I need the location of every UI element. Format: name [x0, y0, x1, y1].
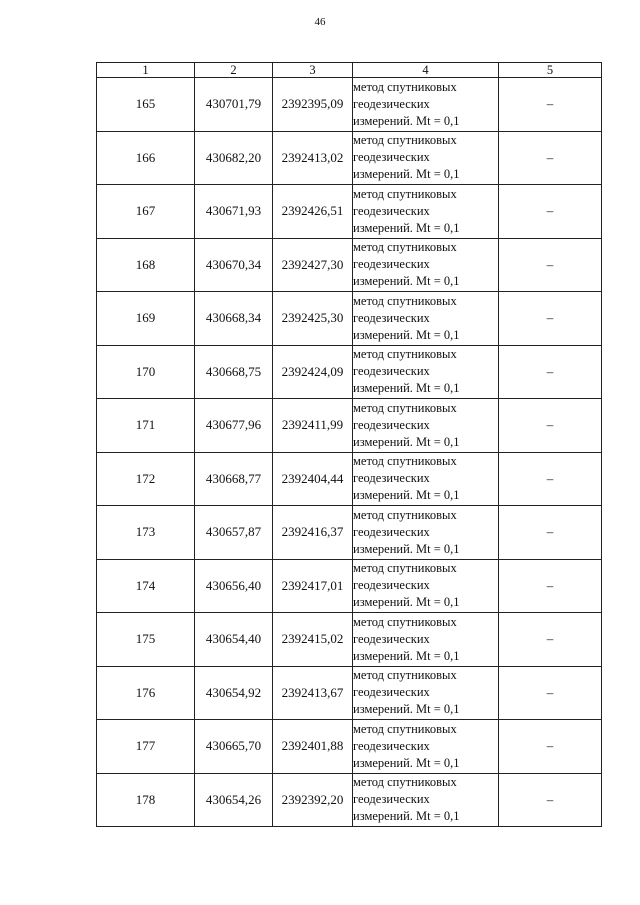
y-coordinate-cell: 2392415,02	[273, 613, 353, 667]
method-cell	[353, 292, 499, 346]
x-coordinate-cell: 430654,40	[195, 613, 273, 667]
x-coordinate-cell: 430656,40	[195, 559, 273, 613]
y-coordinate-cell: 2392404,44	[273, 452, 353, 506]
x-coordinate-cell: 430670,34	[195, 238, 273, 292]
x-coordinate-cell: 430654,92	[195, 666, 273, 720]
table-row	[97, 773, 602, 827]
method-line-3: измерений. Mt = 0,1	[353, 113, 460, 128]
x-coordinate-cell: 430657,87	[195, 506, 273, 560]
note-cell: –	[499, 238, 602, 292]
method-line-1: метод спутниковых	[353, 240, 457, 255]
method-line-1: метод спутниковых	[353, 79, 457, 94]
method-line-3: измерений. Mt = 0,1	[353, 434, 460, 449]
point-number-cell: 168	[97, 238, 195, 292]
method-line-3: измерений. Mt = 0,1	[353, 595, 460, 610]
method-line-2: геодезических	[353, 203, 430, 218]
note-cell: –	[499, 452, 602, 506]
method-line-1: метод спутниковых	[353, 454, 457, 469]
y-coordinate-cell: 2392411,99	[273, 399, 353, 453]
method-line-1: метод спутниковых	[353, 400, 457, 415]
note-cell: –	[499, 559, 602, 613]
method-line-2: геодезических	[353, 631, 430, 646]
method-line-2: геодезических	[353, 738, 430, 753]
note-cell: –	[499, 185, 602, 239]
method-line-2: геодезических	[353, 150, 430, 165]
point-number-cell: 178	[97, 773, 195, 827]
method-line-1: метод спутниковых	[353, 507, 457, 522]
method-line-3: измерений. Mt = 0,1	[353, 755, 460, 770]
point-number-cell: 167	[97, 185, 195, 239]
method-line-1: метод спутниковых	[353, 561, 457, 576]
table-row	[97, 452, 602, 506]
note-cell: –	[499, 131, 602, 185]
y-coordinate-cell: 2392426,51	[273, 185, 353, 239]
method-cell	[353, 238, 499, 292]
table-row	[97, 185, 602, 239]
method-line-1: метод спутниковых	[353, 133, 457, 148]
method-line-1: метод спутниковых	[353, 347, 457, 362]
x-coordinate-cell: 430671,93	[195, 185, 273, 239]
method-line-1: метод спутниковых	[353, 186, 457, 201]
table-row	[97, 613, 602, 667]
method-line-3: измерений. Mt = 0,1	[353, 381, 460, 396]
method-cell	[353, 185, 499, 239]
method-line-3: измерений. Mt = 0,1	[353, 702, 460, 717]
method-line-3: измерений. Mt = 0,1	[353, 220, 460, 235]
point-number-cell: 170	[97, 345, 195, 399]
method-line-2: геодезических	[353, 96, 430, 111]
column-header-2: 2	[195, 63, 273, 78]
table-row	[97, 559, 602, 613]
method-cell	[353, 559, 499, 613]
method-line-1: метод спутниковых	[353, 775, 457, 790]
method-line-2: геодезических	[353, 417, 430, 432]
method-line-3: измерений. Mt = 0,1	[353, 327, 460, 342]
y-coordinate-cell: 2392416,37	[273, 506, 353, 560]
method-cell	[353, 78, 499, 132]
table-row	[97, 131, 602, 185]
table-row	[97, 292, 602, 346]
method-cell	[353, 506, 499, 560]
point-number-cell: 174	[97, 559, 195, 613]
column-header-5: 5	[499, 63, 602, 78]
point-number-cell: 175	[97, 613, 195, 667]
table-row	[97, 78, 602, 132]
method-line-3: измерений. Mt = 0,1	[353, 488, 460, 503]
note-cell: –	[499, 506, 602, 560]
x-coordinate-cell: 430668,75	[195, 345, 273, 399]
column-header-4: 4	[353, 63, 499, 78]
method-cell	[353, 773, 499, 827]
table-row	[97, 720, 602, 774]
method-line-3: измерений. Mt = 0,1	[353, 809, 460, 824]
y-coordinate-cell: 2392395,09	[273, 78, 353, 132]
y-coordinate-cell: 2392413,02	[273, 131, 353, 185]
note-cell: –	[499, 399, 602, 453]
y-coordinate-cell: 2392392,20	[273, 773, 353, 827]
page-number: 46	[314, 16, 326, 28]
note-cell: –	[499, 613, 602, 667]
table-row	[97, 399, 602, 453]
note-cell: –	[499, 345, 602, 399]
table-row	[97, 345, 602, 399]
point-number-cell: 176	[97, 666, 195, 720]
point-number-cell: 171	[97, 399, 195, 453]
method-line-3: измерений. Mt = 0,1	[353, 167, 460, 182]
y-coordinate-cell: 2392413,67	[273, 666, 353, 720]
x-coordinate-cell: 430665,70	[195, 720, 273, 774]
note-cell: –	[499, 773, 602, 827]
method-line-2: геодезических	[353, 524, 430, 539]
method-cell	[353, 720, 499, 774]
y-coordinate-cell: 2392417,01	[273, 559, 353, 613]
method-line-3: измерений. Mt = 0,1	[353, 541, 460, 556]
table-header-row	[97, 63, 602, 78]
point-number-cell: 166	[97, 131, 195, 185]
method-line-2: геодезических	[353, 792, 430, 807]
table-row	[97, 506, 602, 560]
x-coordinate-cell: 430654,26	[195, 773, 273, 827]
method-cell	[353, 345, 499, 399]
y-coordinate-cell: 2392427,30	[273, 238, 353, 292]
column-header-3: 3	[273, 63, 353, 78]
method-line-2: геодезических	[353, 310, 430, 325]
x-coordinate-cell: 430668,34	[195, 292, 273, 346]
table-body	[97, 78, 602, 827]
x-coordinate-cell: 430668,77	[195, 452, 273, 506]
method-cell	[353, 666, 499, 720]
table-row	[97, 238, 602, 292]
point-number-cell: 165	[97, 78, 195, 132]
note-cell: –	[499, 720, 602, 774]
method-line-2: геодезических	[353, 578, 430, 593]
method-line-2: геодезических	[353, 257, 430, 272]
column-header-1: 1	[97, 63, 195, 78]
point-number-cell: 177	[97, 720, 195, 774]
method-cell	[353, 131, 499, 185]
y-coordinate-cell: 2392401,88	[273, 720, 353, 774]
note-cell: –	[499, 78, 602, 132]
method-cell	[353, 399, 499, 453]
note-cell: –	[499, 292, 602, 346]
method-line-2: геодезических	[353, 471, 430, 486]
method-line-1: метод спутниковых	[353, 668, 457, 683]
method-line-1: метод спутниковых	[353, 721, 457, 736]
method-line-1: метод спутниковых	[353, 614, 457, 629]
method-line-1: метод спутниковых	[353, 293, 457, 308]
point-number-cell: 172	[97, 452, 195, 506]
point-number-cell: 173	[97, 506, 195, 560]
method-line-3: измерений. Mt = 0,1	[353, 648, 460, 663]
y-coordinate-cell: 2392424,09	[273, 345, 353, 399]
method-line-3: измерений. Mt = 0,1	[353, 274, 460, 289]
method-cell	[353, 452, 499, 506]
note-cell: –	[499, 666, 602, 720]
x-coordinate-cell: 430677,96	[195, 399, 273, 453]
y-coordinate-cell: 2392425,30	[273, 292, 353, 346]
method-cell	[353, 613, 499, 667]
coordinates-table	[96, 62, 602, 827]
x-coordinate-cell: 430682,20	[195, 131, 273, 185]
table-row	[97, 666, 602, 720]
point-number-cell: 169	[97, 292, 195, 346]
method-line-2: геодезических	[353, 364, 430, 379]
x-coordinate-cell: 430701,79	[195, 78, 273, 132]
method-line-2: геодезических	[353, 685, 430, 700]
